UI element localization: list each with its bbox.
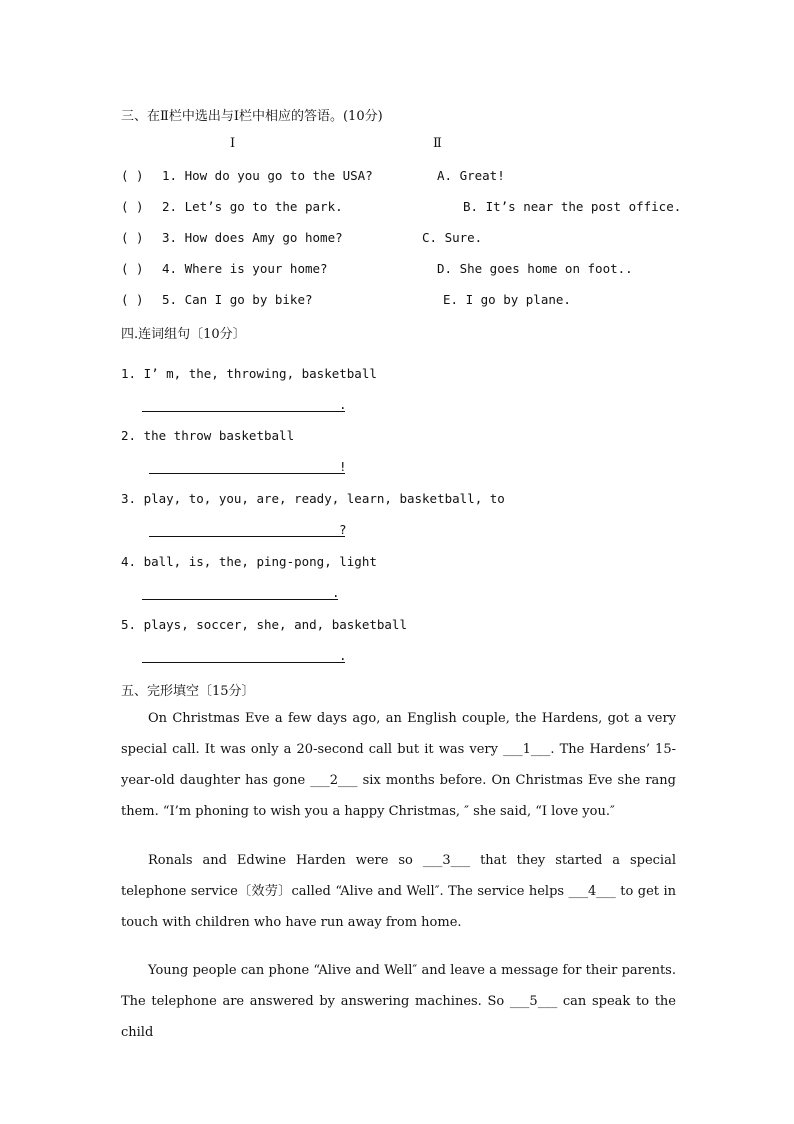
- end-punctuation: !: [339, 459, 347, 474]
- question-text: 3. How does Amy go home?: [162, 230, 343, 245]
- answer-line[interactable]: [142, 599, 338, 600]
- word-prompt: 4. ball, is, the, ping-pong, light: [121, 554, 377, 569]
- answer-option: C. Sure.: [422, 230, 483, 245]
- word-prompt: 2. the throw basketball: [121, 428, 295, 443]
- answer-paren[interactable]: ( ): [121, 261, 144, 276]
- answer-paren[interactable]: ( ): [121, 199, 144, 214]
- column-header-1: Ⅰ: [230, 136, 236, 151]
- end-punctuation: .: [339, 648, 347, 663]
- answer-paren[interactable]: ( ): [121, 230, 144, 245]
- cloze-paragraph-2: [121, 845, 676, 938]
- end-punctuation: .: [332, 585, 340, 600]
- paragraph-text: Ronals and Edwine Harden were so ___3___ that they started a special telephone service〔效劳〕called “Alive and Well″. The service helps ___4___ to get in touch with children who have run away from home.: [121, 853, 676, 930]
- section4-title: 四.连词组句〔10分〕: [121, 327, 246, 342]
- column-header-2: Ⅱ: [433, 136, 442, 151]
- question-text: 4. Where is your home?: [162, 261, 328, 276]
- answer-line[interactable]: [142, 662, 345, 663]
- end-punctuation: ?: [339, 522, 347, 537]
- answer-paren[interactable]: ( ): [121, 168, 144, 183]
- word-prompt: 5. plays, soccer, she, and, basketball: [121, 617, 407, 632]
- answer-option: D. She goes home on foot..: [437, 261, 633, 276]
- section5-title: 五、完形填空〔15分〕: [121, 684, 255, 699]
- answer-option: E. I go by plane.: [443, 292, 571, 307]
- question-text: 5. Can I go by bike?: [162, 292, 313, 307]
- end-punctuation: .: [339, 397, 347, 412]
- question-text: 2. Let’s go to the park.: [162, 199, 343, 214]
- cloze-paragraph-1: [121, 703, 676, 827]
- answer-option: A. Great!: [437, 168, 505, 183]
- word-prompt: 3. play, to, you, are, ready, learn, basketball, to: [121, 491, 505, 506]
- cloze-paragraph-3: [121, 955, 676, 1048]
- answer-line[interactable]: [149, 473, 345, 474]
- word-prompt: 1. I’ m, the, throwing, basketball: [121, 366, 377, 381]
- answer-paren[interactable]: ( ): [121, 292, 144, 307]
- answer-line[interactable]: [142, 411, 345, 412]
- answer-option: B. It’s near the post office.: [463, 199, 682, 214]
- paragraph-text: Young people can phone “Alive and Well″ and leave a message for their parents. The telephone are answered by answering machines. So ___5___ can speak to the child: [121, 963, 676, 1040]
- section3-title: 三、在Ⅱ栏中选出与Ⅰ栏中相应的答语。(10分): [121, 109, 383, 124]
- paragraph-text: On Christmas Eve a few days ago, an English couple, the Hardens, got a very special call. It was only a 20-second call but it was very ___1___. The Hardens’ 15-year-old daughter has gone ___2___ six months before. On Christmas Eve she rang them. “I’m phoning to wish you a happy Christmas, ″ she said, “I love you.″: [121, 711, 676, 819]
- question-text: 1. How do you go to the USA?: [162, 168, 373, 183]
- answer-line[interactable]: [149, 536, 345, 537]
